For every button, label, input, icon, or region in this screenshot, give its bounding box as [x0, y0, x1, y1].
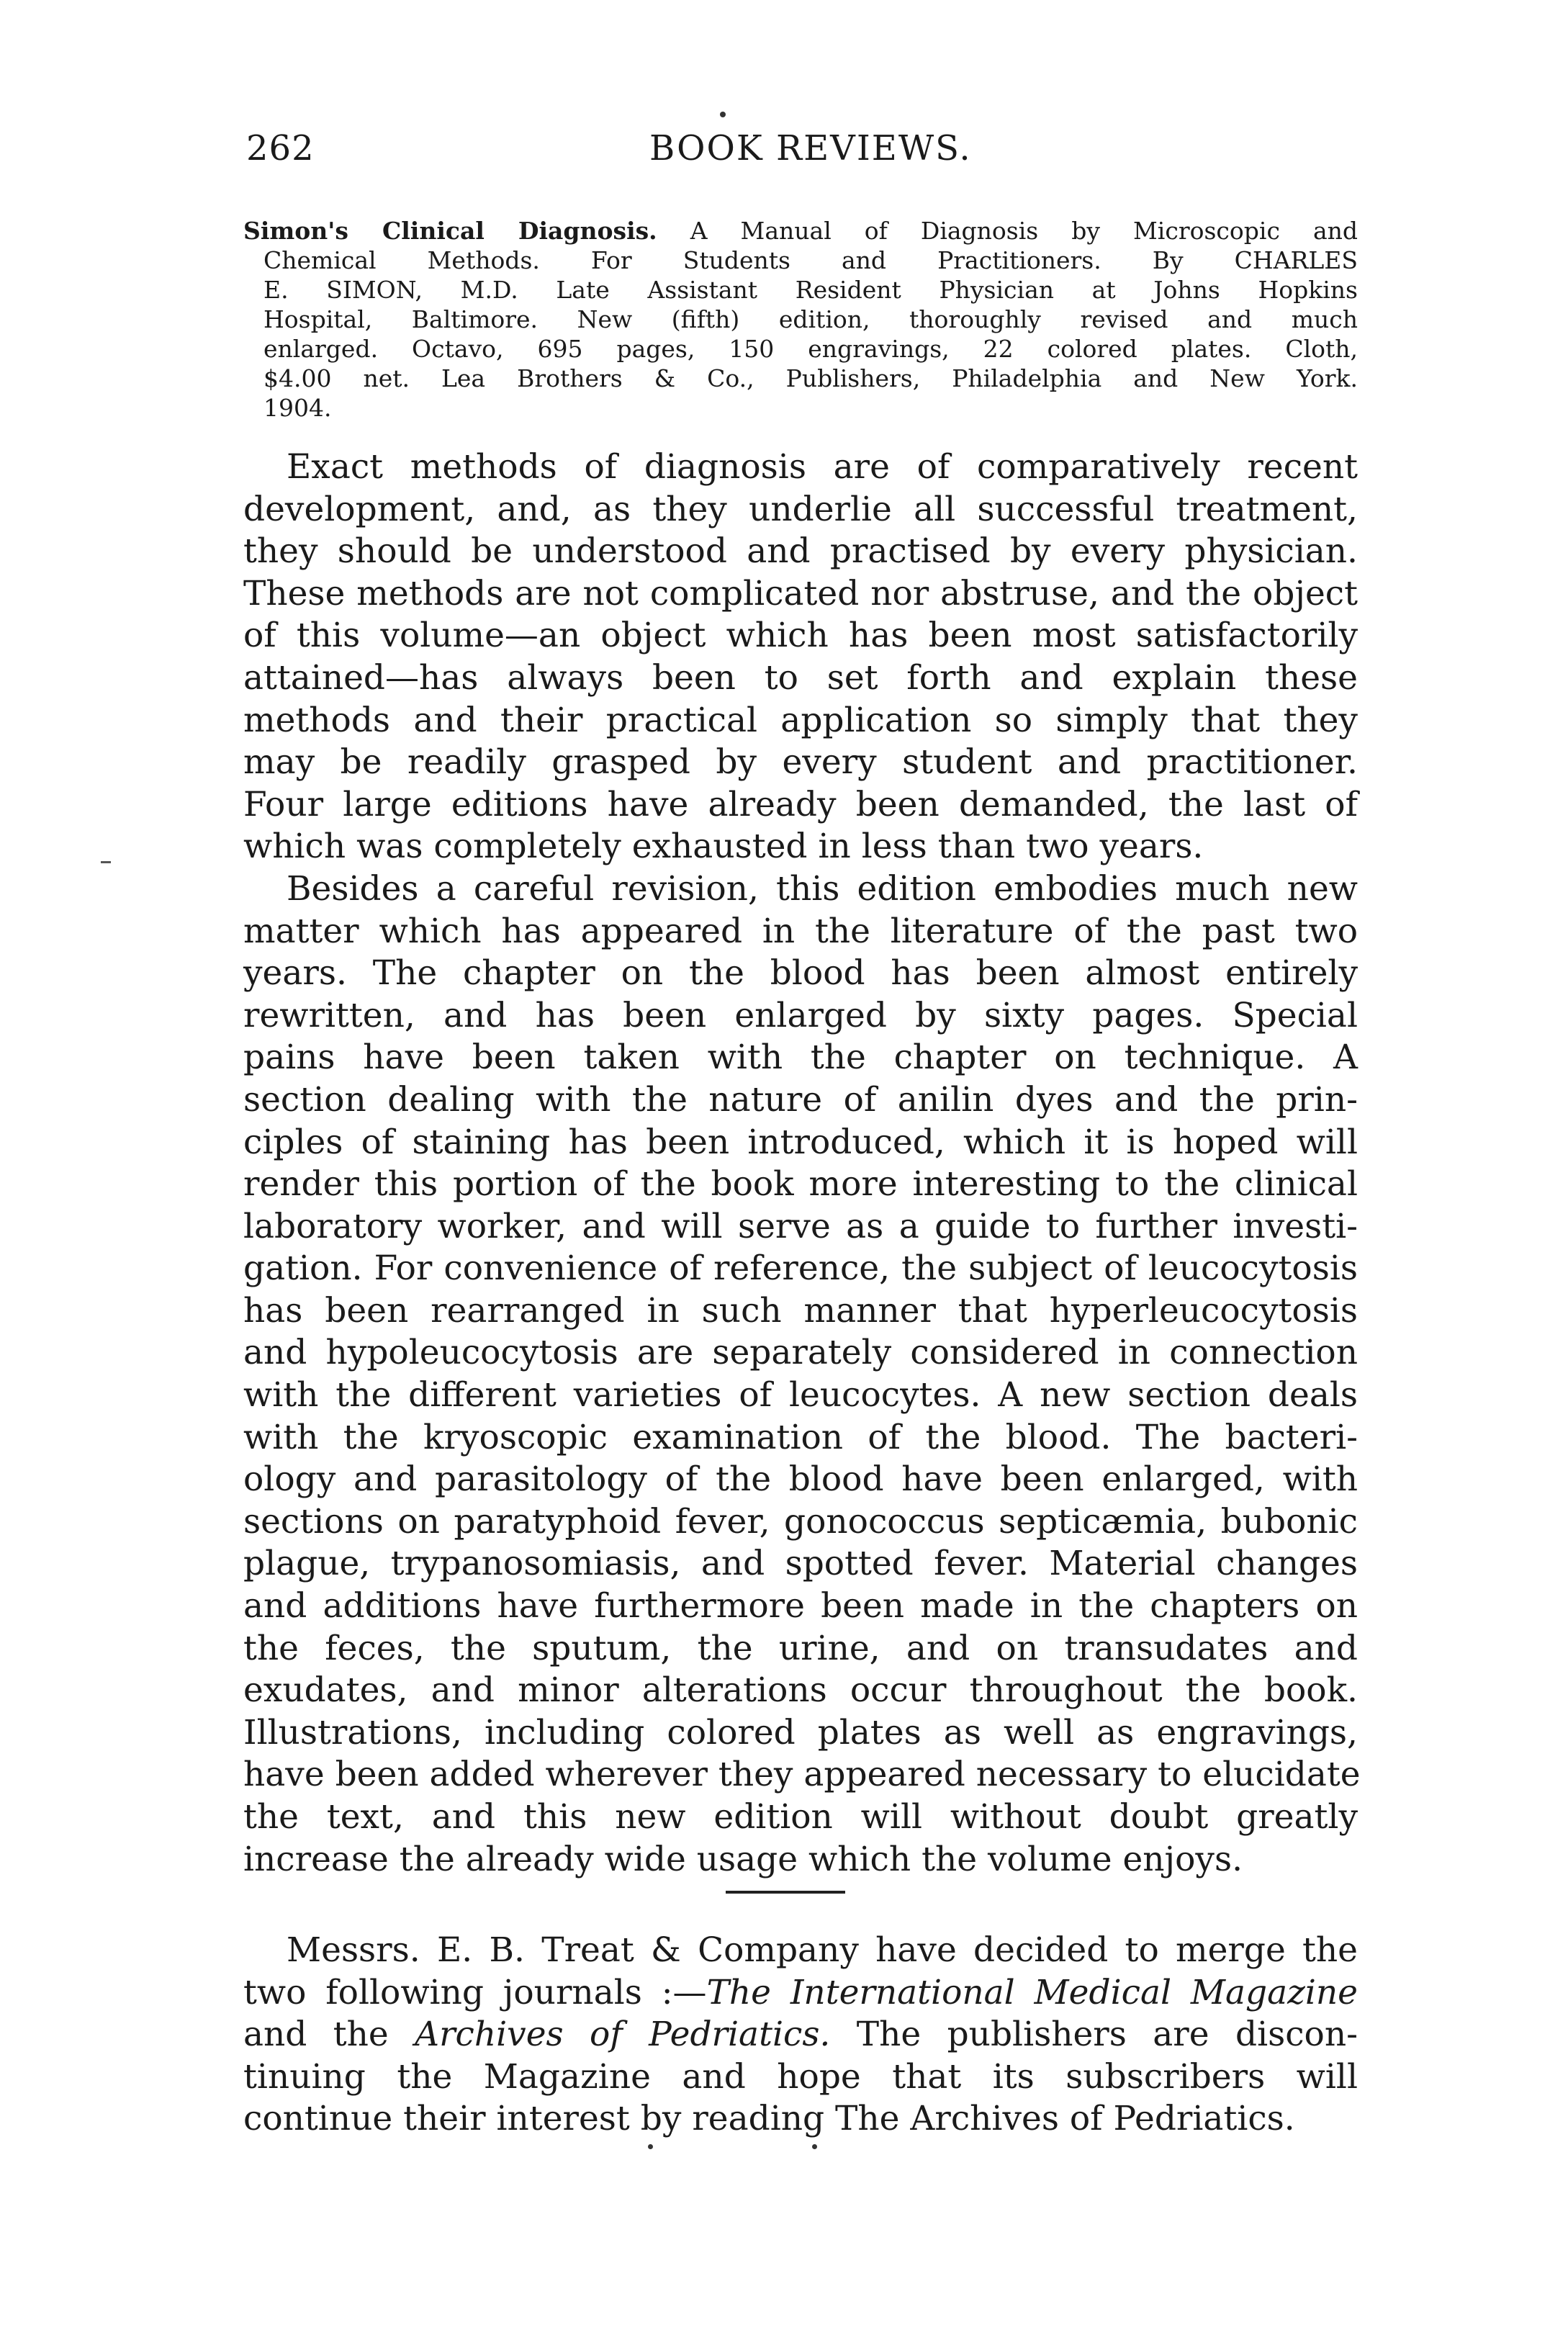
review-paragraph: [243, 446, 1358, 868]
text-line: they should be understood and practised by every physician.: [243, 531, 1358, 572]
header-dot: [720, 112, 726, 117]
announcement-paragraph: [243, 1930, 1358, 2141]
text-line: with the different varieties of leucocytes. A new section deals: [243, 1375, 1358, 1416]
text-line: may be readily grasped by every student and practitioner.: [243, 742, 1358, 783]
citation-line: Simon's Clinical Diagnosis. A Manual of Diagnosis by Microscopic and: [243, 217, 1359, 245]
journal-title: The International Medical Magazine: [706, 1972, 1358, 2012]
text-line: years. The chapter on the blood has been almost entirely: [243, 953, 1358, 994]
text-line: and hypoleucocytosis are separately considered in connection: [243, 1333, 1358, 1373]
text-line: ciples of staining has been introduced, which it is hoped will: [243, 1122, 1358, 1162]
section-divider-rule: [726, 1891, 845, 1894]
citation-line: 1904.: [263, 394, 332, 422]
text-line: Illustrations, including colored plates as well as engravings,: [243, 1712, 1358, 1752]
text-line: attained—has always been to set forth and explain these: [243, 657, 1358, 698]
text-line: section dealing with the nature of anilin dyes and the prin-: [243, 1079, 1358, 1120]
running-title: BOOK REVIEWS.: [649, 128, 972, 168]
text-line: Messrs. E. B. Treat & Company have decided to merge the: [287, 1930, 1358, 1970]
citation-line: Hospital, Baltimore. New (fifth) edition, thoroughly revised and much: [263, 305, 1358, 333]
citation-line: Chemical Methods. For Students and Practitioners. By CHARLES: [263, 246, 1358, 274]
review-paragraph: [243, 868, 1361, 1881]
text-line: the text, and this new edition will without doubt greatly: [243, 1797, 1358, 1837]
text-line: continue their interest by reading The Archives of Pedriatics.: [243, 2099, 1295, 2139]
text-line: exudates, and minor alterations occur throughout the book.: [243, 1670, 1358, 1711]
text-line: These methods are not complicated nor abstruse, and the object: [243, 573, 1358, 613]
text-line: pains have been taken with the chapter on technique. A: [243, 1038, 1358, 1078]
citation-line: $4.00 net. Lea Brothers & Co., Publishers, Philadelphia and New York.: [263, 364, 1358, 392]
text-line: increase the already wide usage which the volume enjoys.: [243, 1839, 1243, 1879]
book-title: Simon's Clinical Diagnosis.: [243, 217, 657, 245]
text-line: have been added wherever they appeared necessary to elucidate: [243, 1755, 1361, 1795]
page-header: [246, 128, 1369, 171]
text-line: development, and, as they underlie all successful treatment,: [243, 489, 1358, 529]
bottom-dot: [648, 2144, 653, 2149]
text-line: matter which has appeared in the literature of the past two: [243, 911, 1358, 951]
text-line: Four large editions have already been demanded, the last of: [243, 784, 1358, 824]
review-body: [243, 446, 1361, 1881]
margin-mark: [101, 861, 111, 863]
text-line: tinuing the Magazine and hope that its subscribers will: [243, 2056, 1358, 2097]
citation-line: enlarged. Octavo, 695 pages, 150 engravings, 22 colored plates. Cloth,: [263, 335, 1358, 363]
text-line: the feces, the sputum, the urine, and on transudates and: [243, 1628, 1358, 1668]
text-line: ology and parasitology of the blood have been enlarged, with: [243, 1459, 1358, 1500]
text-line: has been rearranged in such manner that hyperleucocytosis: [243, 1290, 1358, 1331]
text-line: two following journals :—The International Medical Magazine: [243, 1972, 1358, 2012]
text-line: Besides a careful revision, this edition embodies much new: [287, 868, 1358, 909]
text-line: sections on paratyphoid fever, gonococcus septicæmia, bubonic: [243, 1501, 1358, 1542]
page-number: 262: [246, 128, 315, 168]
bottom-dot: [812, 2144, 817, 2149]
citation-line: E. SIMON, M.D. Late Assistant Resident Physician at Johns Hopkins: [263, 276, 1358, 304]
text-line: of this volume—an object which has been most satisfactorily: [243, 616, 1358, 656]
text-line: and the Archives of Pedriatics. The publishers are discon-: [243, 2015, 1358, 2055]
text-line: gation. For convenience of reference, the subject of leucocytosis: [243, 1248, 1358, 1289]
review-citation: [243, 216, 1358, 423]
text-line: render this portion of the book more interesting to the clinical: [243, 1164, 1358, 1205]
text-line: plague, trypanosomiasis, and spotted fever. Material changes: [243, 1544, 1358, 1584]
text-line: methods and their practical application so simply that they: [243, 700, 1358, 740]
text-line: with the kryoscopic examination of the blood. The bacteri-: [243, 1417, 1358, 1457]
text-line: and additions have furthermore been made in the chapters on: [243, 1586, 1358, 1626]
text-line: Exact methods of diagnosis are of comparatively recent: [287, 447, 1358, 487]
journal-title: Archives of Pedriatics.: [415, 2015, 831, 2055]
text-line: which was completely exhausted in less than two years.: [243, 827, 1204, 867]
text-line: rewritten, and has been enlarged by sixty pages. Special: [243, 995, 1358, 1035]
text-line: laboratory worker, and will serve as a guide to further investi-: [243, 1206, 1358, 1246]
